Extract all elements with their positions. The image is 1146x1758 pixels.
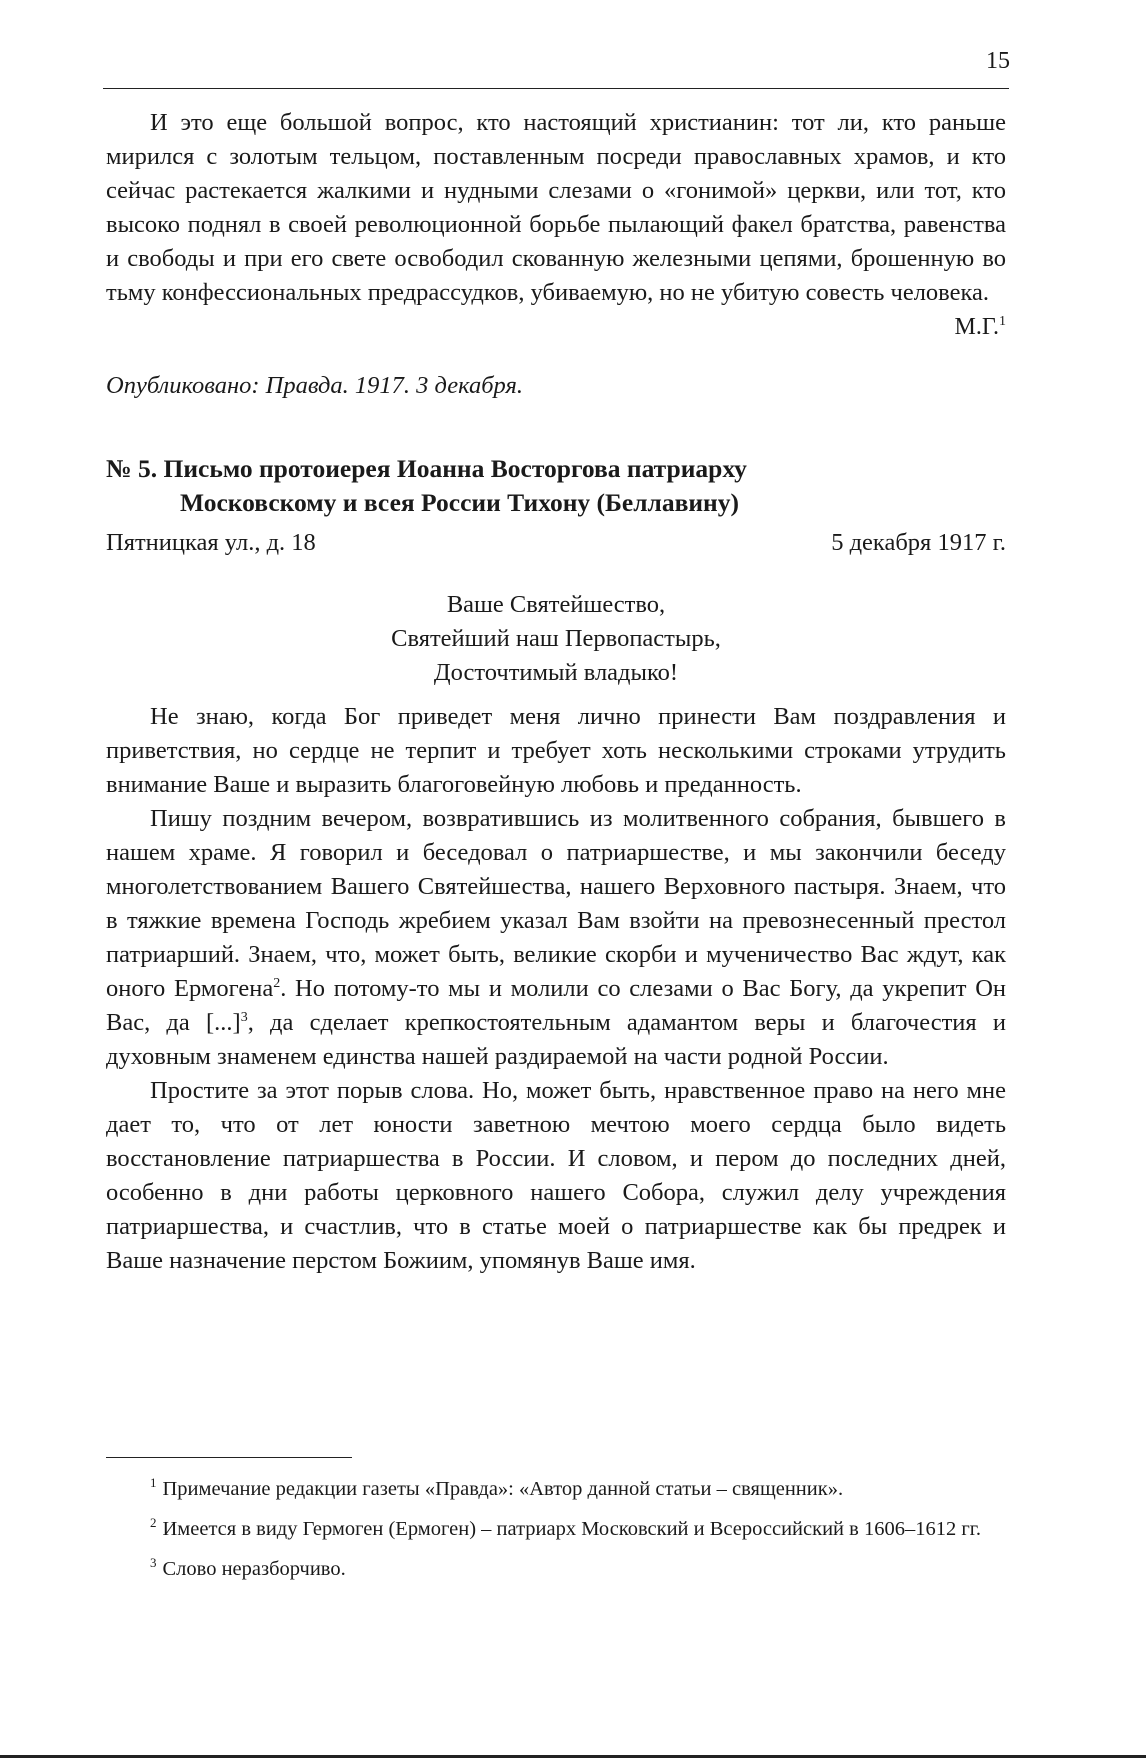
address: Пятницкая ул., д. 18 [106,529,316,556]
letter-paragraph-2 [106,802,1006,1074]
salutation-line: Ваше Святейшество, [446,591,666,618]
footnote-text: Примечание редакции газеты «Правда»: «Автор данной статьи – священник». [162,1478,844,1500]
footnote-number: 2 [150,1515,157,1531]
footnote-number: 1 [150,1475,157,1491]
salutation-line: Святейший наш Первопастырь, [391,625,721,652]
signature-text: М.Г. [954,314,999,340]
paragraph-2-part-a: Пишу поздним вечером, возвратившись из молитвенного собрания, бывшего в нашем храме. Я говорил и беседовал о патриаршестве, и мы закончили беседу многолетствованием Вашего Святейшества, нашего Верховного пастыря. Знаем, что в тяжкие времена Господь жребием указал Вам взойти на превознесенный престол патриарший. Знаем, что, может быть, великие скорби и мученичество Вас ждут, как оного Ермогена [106,805,1006,1002]
page-content [106,106,1006,1278]
letter-paragraph-1: Не знаю, когда Бог приведет меня лично принести Вам поздравления и приветствия, но сердце не терпит и требует хоть несколькими строками утрудить внимание Ваше и выразить благоговейную любовь и преданность. [106,703,1006,798]
footnote [106,1474,1004,1504]
footnote-text: Имеется в виду Гермоген (Ермоген) – патриарх Московский и Всероссийский в 1606–1612 гг. [162,1518,981,1540]
date: 5 декабря 1917 г. [831,529,1006,556]
header-rule [103,88,1009,89]
footnote-ref-2: 2 [273,975,281,991]
footnote-rule [106,1457,352,1458]
footnote [106,1514,1004,1544]
paragraph-2-part-c: , да сделает крепкостоятельным адамантом веры и благочестия и духовным знаменем единства нашей раздираемой на части родной России. [106,1009,1007,1070]
publication-note: Опубликовано: Правда. 1917. 3 декабря. [106,372,523,399]
footnote-text: Слово неразборчиво. [162,1558,346,1580]
page-number: 15 [986,48,1010,74]
document-meta [106,526,1006,560]
footnote-ref-1: 1 [999,314,1006,329]
paragraph-2-part-b: . Но потому-то мы и молили со слезами о Вас Богу, да укрепит Он Вас, да [...] [106,975,1006,1036]
title-line-2: Московскому и всея России Тихону (Беллавину) [180,488,739,517]
salutation-line: Досточтимый владыко! [433,659,679,686]
document-title [106,452,1006,520]
title-line-1: № 5. Письмо протоиерея Иоанна Восторгова патриарху [106,454,747,483]
salutation [106,588,1006,690]
footnote [106,1554,1004,1584]
prev-article-paragraph: И это еще большой вопрос, кто настоящий христианин: тот ли, кто раньше мирился с золотым тельцом, поставленным посреди православных храмов, и кто сейчас растекается жалкими и нудными слезами о «гонимой» церкви, или тот, кто высоко поднял в своей революционной борьбе пылающий факел братства, равенства и свободы и при его свете освободил скованную железными цепями, брошенную во тьму конфессиональных предрассудков, убиваемую, но не убитую совесть человека. [106,109,1006,306]
footnote-number: 3 [150,1555,157,1571]
footnote-ref-3: 3 [240,1009,248,1025]
letter-paragraph-3: Простите за этот порыв слова. Но, может быть, нравственное право на него мне дает то, что от лет юности заветною мечтою моего сердца было видеть восстановление патриаршества в России. И словом, и пером до последних дней, особенно в дни работы церковного нашего Собора, служил делу учреждения патриаршества, и счастлив, что в статье моей о патриаршестве как бы предрек и Ваше назначение перстом Божиим, упомянув Ваше имя. [106,1077,1006,1274]
signature [106,310,1006,344]
footnotes [106,1474,1004,1594]
